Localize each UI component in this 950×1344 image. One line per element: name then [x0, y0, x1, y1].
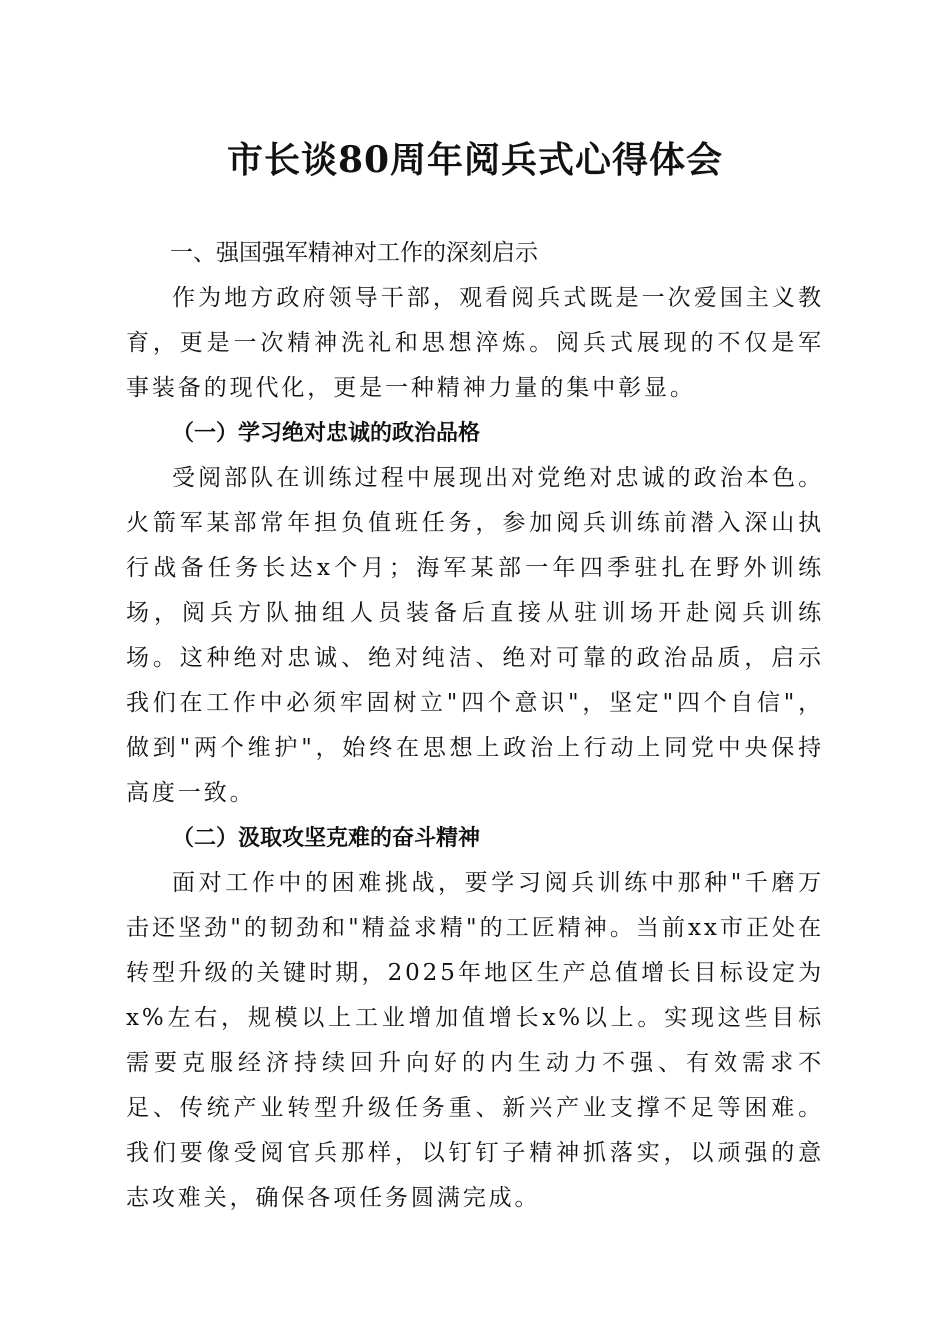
subsection-heading-2: （二）汲取攻坚克难的奋斗精神 — [172, 825, 481, 851]
subsection-1-paragraph: 受阅部队在训练过程中展现出对党绝对忠诚的政治本色。火箭军某部常年担负值班任务，参加阅兵训练前潜入深山执行战备任务长达x个月；海军某部一年四季驻扎在野外训练场，阅兵方队抽组人员装备后直接从驻训场开赴阅兵训练场。这种绝对忠诚、绝对纯洁、绝对可靠的政治品质，启示我们在工作中必须牢固树立"四个意识"，坚定"四个自信"，做到"两个维护"，始终在思想上政治上行动上同党中央保持高度一致。 — [126, 465, 824, 806]
section-1-intro-paragraph: 作为地方政府领导干部，观看阅兵式既是一次爱国主义教育，更是一次精神洗礼和思想淬炼。阅兵式展现的不仅是军事装备的现代化，更是一种精神力量的集中彰显。 — [126, 285, 824, 401]
document-body — [126, 230, 824, 1221]
document-title: 市长谈80周年阅兵式心得体会 — [226, 139, 724, 181]
subsection-2-paragraph: 面对工作中的困难挑战，要学习阅兵训练中那种"千磨万击还坚劲"的韧劲和"精益求精"的工匠精神。当前xx市正处在转型升级的关键时期，2025年地区生产总值增长目标设定为x%左右，规模以上工业增加值增长x%以上。实现这些目标需要克服经济持续回升向好的内生动力不强、有效需求不足、传统产业转型升级任务重、新兴产业支撑不足等困难。我们要像受阅官兵那样，以钉钉子精神抓落实，以顽强的意志攻难关，确保各项任务圆满完成。 — [126, 870, 824, 1211]
subsection-heading-1: （一）学习绝对忠诚的政治品格 — [172, 420, 481, 446]
section-heading-1: 一、强国强军精神对工作的深刻启示 — [170, 240, 538, 266]
